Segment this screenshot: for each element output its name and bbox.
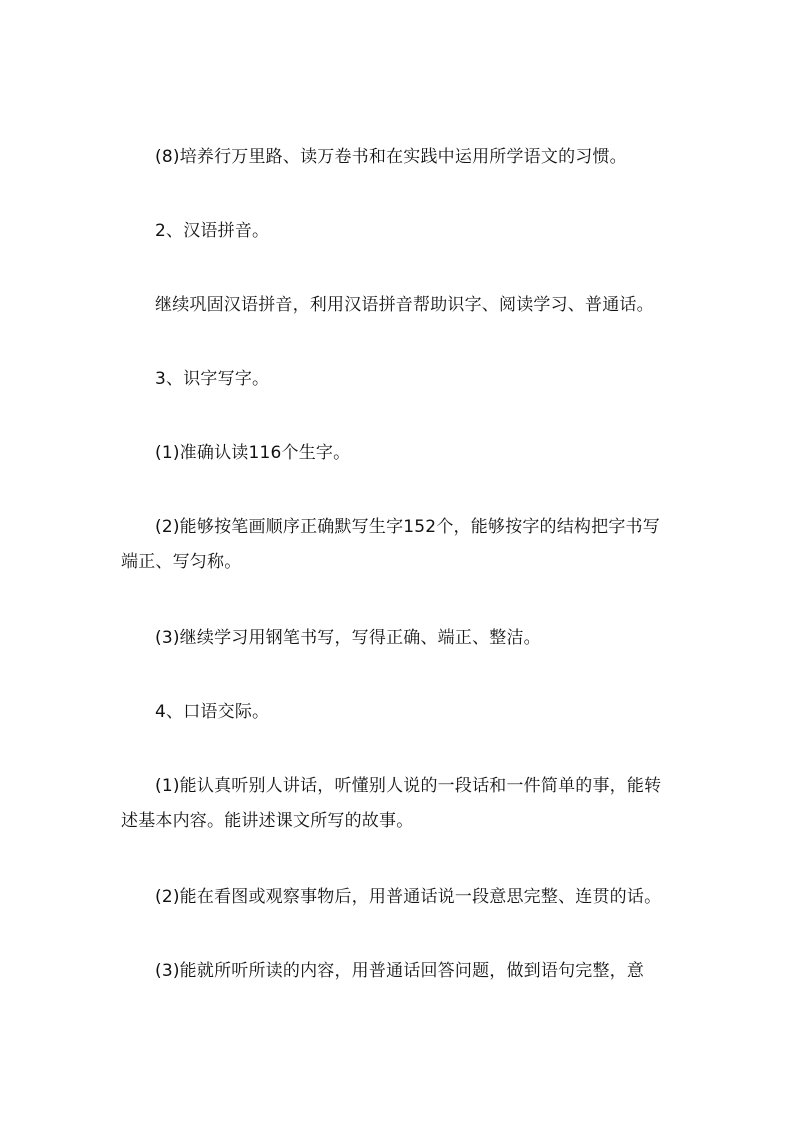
heading-pinyin: 2、汉语拼音。: [155, 221, 270, 241]
paragraph-listening: (1)能认真听别人讲话，听懂别人说的一段话和一件简单的事，能转述基本内容。能讲述课文所写的故事。: [121, 776, 662, 831]
paragraph-answering: (3)能就所听所读的内容，用普通话回答问题，做到语句完整，意: [155, 961, 645, 981]
heading-oral-communication: 4、口语交际。: [155, 702, 270, 722]
paragraph-habit: (8)培养行万里路、读万卷书和在实践中运用所学语文的习惯。: [155, 147, 627, 167]
paragraph-speaking: (2)能在看图或观察事物后，用普通话说一段意思完整、连贯的话。: [155, 887, 662, 907]
paragraph-pinyin: 继续巩固汉语拼音，利用汉语拼音帮助识字、阅读学习、普通话。: [155, 295, 654, 315]
paragraph-pen-writing: (3)继续学习用钢笔书写，写得正确、端正、整洁。: [155, 628, 541, 648]
paragraph-write-characters: (2)能够按笔画顺序正确默写生字152个，能够按字的结构把字书写端正、写匀称。: [121, 517, 660, 572]
paragraph-recognize-characters: (1)准确认读116个生字。: [155, 443, 351, 463]
heading-literacy-writing: 3、识字写字。: [155, 369, 270, 389]
